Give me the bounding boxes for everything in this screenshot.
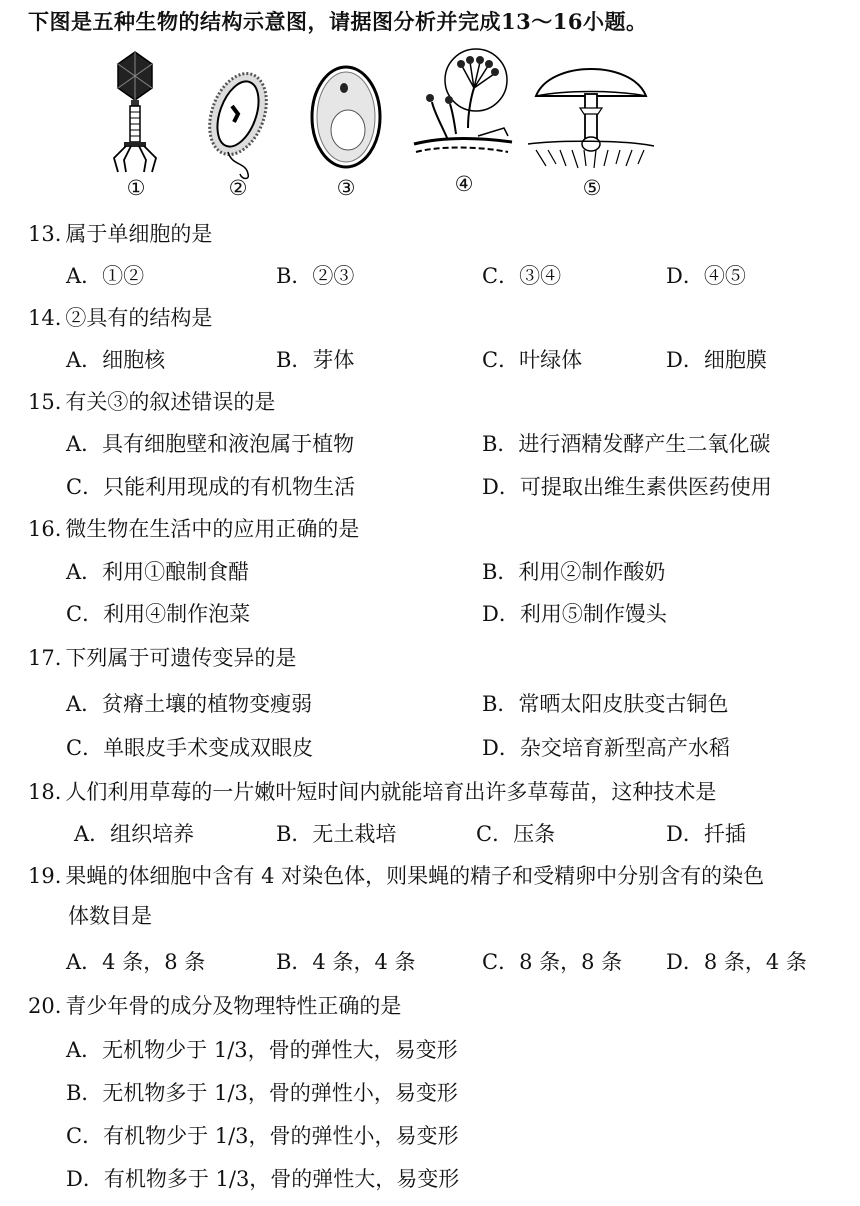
question-number: 17. [28,646,62,670]
question-13 [28,218,212,248]
mushroom-icon [526,54,656,172]
q20-option-a[interactable]: A．无机物少于 1/3，骨的弹性大，易变形 [66,1038,458,1062]
q15-option-d[interactable]: D．可提取出维生素供医药使用 [482,475,772,499]
question-stem: 人们利用草莓的一片嫩叶短时间内就能培育出许多草莓苗，这种技术是 [65,780,717,804]
question-stem: 下列属于可遗传变异的是 [65,646,297,670]
q15-option-c[interactable]: C．只能利用现成的有机物生活 [66,475,356,499]
question-18 [28,776,716,806]
q20-option-c[interactable]: C．有机物少于 1/3，骨的弹性小，易变形 [66,1124,459,1148]
yeast-cell-icon [308,62,384,174]
bacterium-icon [202,66,282,181]
question-stem: 微生物在生活中的应用正确的是 [65,517,360,541]
q18-option-b[interactable]: B．无土栽培 [276,822,397,846]
q16-option-a[interactable]: A．利用①酿制食醋 [66,560,250,584]
figure-label-5: ⑤ [582,176,602,200]
q18-option-c[interactable]: C．压条 [476,822,556,846]
question-number: 14. [28,306,62,330]
question-17 [28,642,296,672]
question-stem: ②具有的结构是 [65,306,213,330]
question-20 [28,990,401,1020]
figure-label-3: ③ [336,176,356,200]
q17-option-a[interactable]: A．贫瘠土壤的植物变瘦弱 [66,692,313,716]
q17-option-d[interactable]: D．杂交培育新型高产水稻 [482,736,730,760]
intro-text: 下图是五种生物的结构示意图，请据图分析并完成13～16小题。 [28,9,648,34]
q14-option-b[interactable]: B．芽体 [276,348,355,372]
question-15 [28,386,275,416]
question-stem: 青少年骨的成分及物理特性正确的是 [65,994,402,1018]
q18-option-d[interactable]: D．扦插 [666,822,746,846]
question-number: 20. [28,994,62,1018]
q17-option-b[interactable]: B．常晒太阳皮肤变古铜色 [482,692,729,716]
q19-option-d[interactable]: D．8 条，4 条 [666,950,807,974]
question-number: 13. [28,222,62,246]
question-16 [28,513,359,543]
q13-option-d[interactable]: D．④⑤ [666,264,746,288]
q16-option-b[interactable]: B．利用②制作酸奶 [482,560,666,584]
question-stem: 属于单细胞的是 [65,222,213,246]
question-14 [28,302,212,332]
figure-label-1: ① [126,176,146,200]
question-number: 19. [28,864,62,888]
q19-option-b[interactable]: B．4 条，4 条 [276,950,416,974]
figure-label-2: ② [228,176,248,200]
q14-option-c[interactable]: C．叶绿体 [482,348,583,372]
question-stem: 有关③的叙述错误的是 [65,390,276,414]
q13-option-b[interactable]: B．②③ [276,264,355,288]
question-stem: 果蝇的体细胞中含有 4 对染色体，则果蝇的精子和受精卵中分别含有的染色 [65,864,765,888]
q16-option-d[interactable]: D．利用⑤制作馒头 [482,602,667,626]
figure-label-4: ④ [454,172,474,196]
q19-option-c[interactable]: C．8 条，8 条 [482,950,623,974]
mold-icon [408,48,518,168]
question-number: 15. [28,390,62,414]
q19-option-a[interactable]: A．4 条，8 条 [66,950,206,974]
question-19-stem-continued: 体数目是 [68,904,152,928]
q14-option-d[interactable]: D．细胞膜 [666,348,767,372]
q17-option-c[interactable]: C．单眼皮手术变成双眼皮 [66,736,314,760]
q13-option-c[interactable]: C．③④ [482,264,562,288]
q15-option-b[interactable]: B．进行酒精发酵产生二氧化碳 [482,432,771,456]
q13-option-a[interactable]: A．①② [66,264,145,288]
organism-figures [80,48,660,208]
question-number: 18. [28,780,62,804]
q20-option-d[interactable]: D．有机物多于 1/3，骨的弹性大，易变形 [66,1167,460,1191]
q16-option-c[interactable]: C．利用④制作泡菜 [66,602,251,626]
q15-option-a[interactable]: A．具有细胞壁和液泡属于植物 [66,432,355,456]
question-number: 16. [28,517,62,541]
q14-option-a[interactable]: A．细胞核 [66,348,166,372]
question-19 [28,860,764,890]
q18-option-a[interactable]: A．组织培养 [74,822,195,846]
bacteriophage-icon [100,48,170,173]
q20-option-b[interactable]: B．无机物多于 1/3，骨的弹性小，易变形 [66,1081,458,1105]
